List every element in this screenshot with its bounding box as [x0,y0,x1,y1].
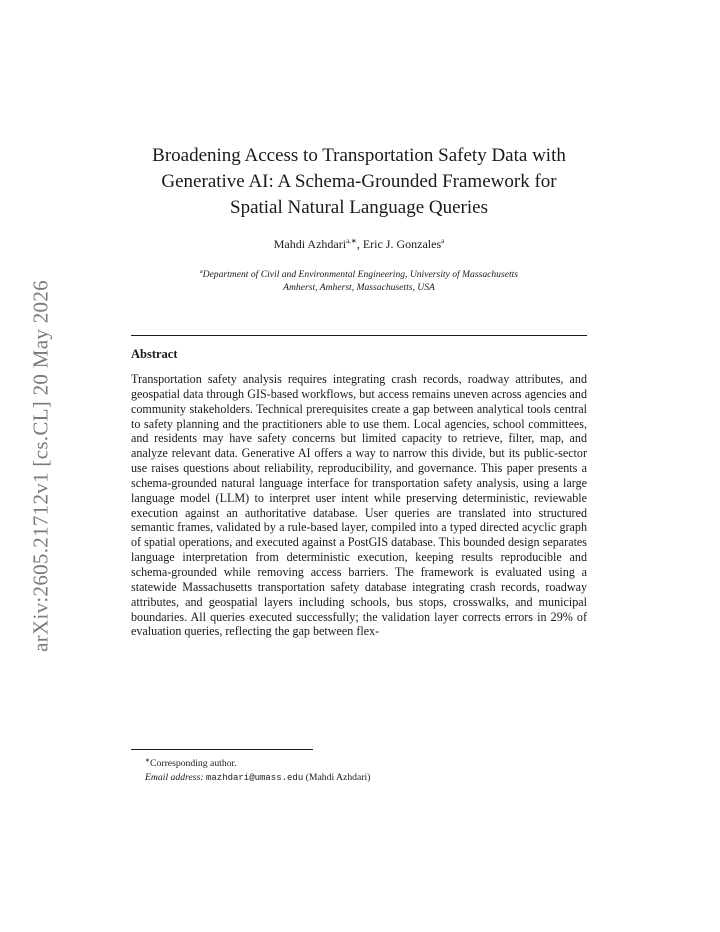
affiliation-line: Amherst, Amherst, Massachusetts, USA [283,282,435,294]
author-separator: , [356,237,363,251]
author-name: Mahdi Azhdari [273,237,347,251]
corresponding-author-note: Corresponding author. [150,758,237,770]
affiliation-line: Department of Civil and Environmental Engineering, University of Massachusetts [202,269,519,281]
footnote-mark: ∗ [145,758,151,764]
email-owner: (Mahdi Azhdari) [305,771,371,783]
title-line: Broadening Access to Transportation Safety Data with [152,145,566,166]
author-list [120,237,598,252]
affiliation-mark: a,∗ [346,237,357,245]
abstract-top-rule [131,335,587,336]
footnote [145,755,585,785]
title-line: Spatial Natural Language Queries [230,197,488,218]
email-address[interactable]: mazhdari@umass.edu [206,772,304,783]
arxiv-id-text: arXiv:2605.21712v1 [cs.CL] 20 May 2026 [28,280,53,652]
author-name: Eric J. Gonzales [362,237,442,251]
email-label: Email address: [145,771,204,783]
affiliation [140,266,578,294]
affiliation-mark: a [199,269,203,275]
paper-title [120,143,598,221]
abstract-text: Transportation safety analysis requires integrating crash records, roadway attributes, and geospatial data through GIS-based workflows, but access remains uneven across agencies and community stakeholders. Technical prerequisites create a gap between analytical tools central to safety planning and the practitioners able to use them. Local agencies, school committees, and residents may have safety concerns but limited capacity to retrieve, filter, map, and analyze relevant data. Generative AI offers a way to narrow this divide, but its public-sector use raises questions about reliability, reproducibility, and governance. This paper presents a schema-grounded natural language interface for transportation safety analysis, using a large language model (LLM) to interpret user intent while preserving deterministic, reviewable execution against an authoritative database. User queries are translated into structured semantic frames, validated by a rule-based layer, compiled into a typed directed acyclic graph of spatial operations, and executed against a PostGIS database. This bounded design separates language interpretation from deterministic execution, keeping results reproducible and schema-grounded while removing access barriers. The framework is evaluated using a statewide Massachusetts transportation safety database integrating crash records, roadway attributes, and geospatial layers including schools, bus stops, crosswalks, and municipal boundaries. All queries executed successfully; the validation layer corrects errors in 29% of evaluation queries, reflecting the gap between flex- [131,372,587,639]
affiliation-mark: a [441,237,445,245]
title-line: Generative AI: A Schema-Grounded Framework for [161,171,557,192]
footnote-rule [131,749,313,750]
abstract-heading: Abstract [131,347,178,361]
